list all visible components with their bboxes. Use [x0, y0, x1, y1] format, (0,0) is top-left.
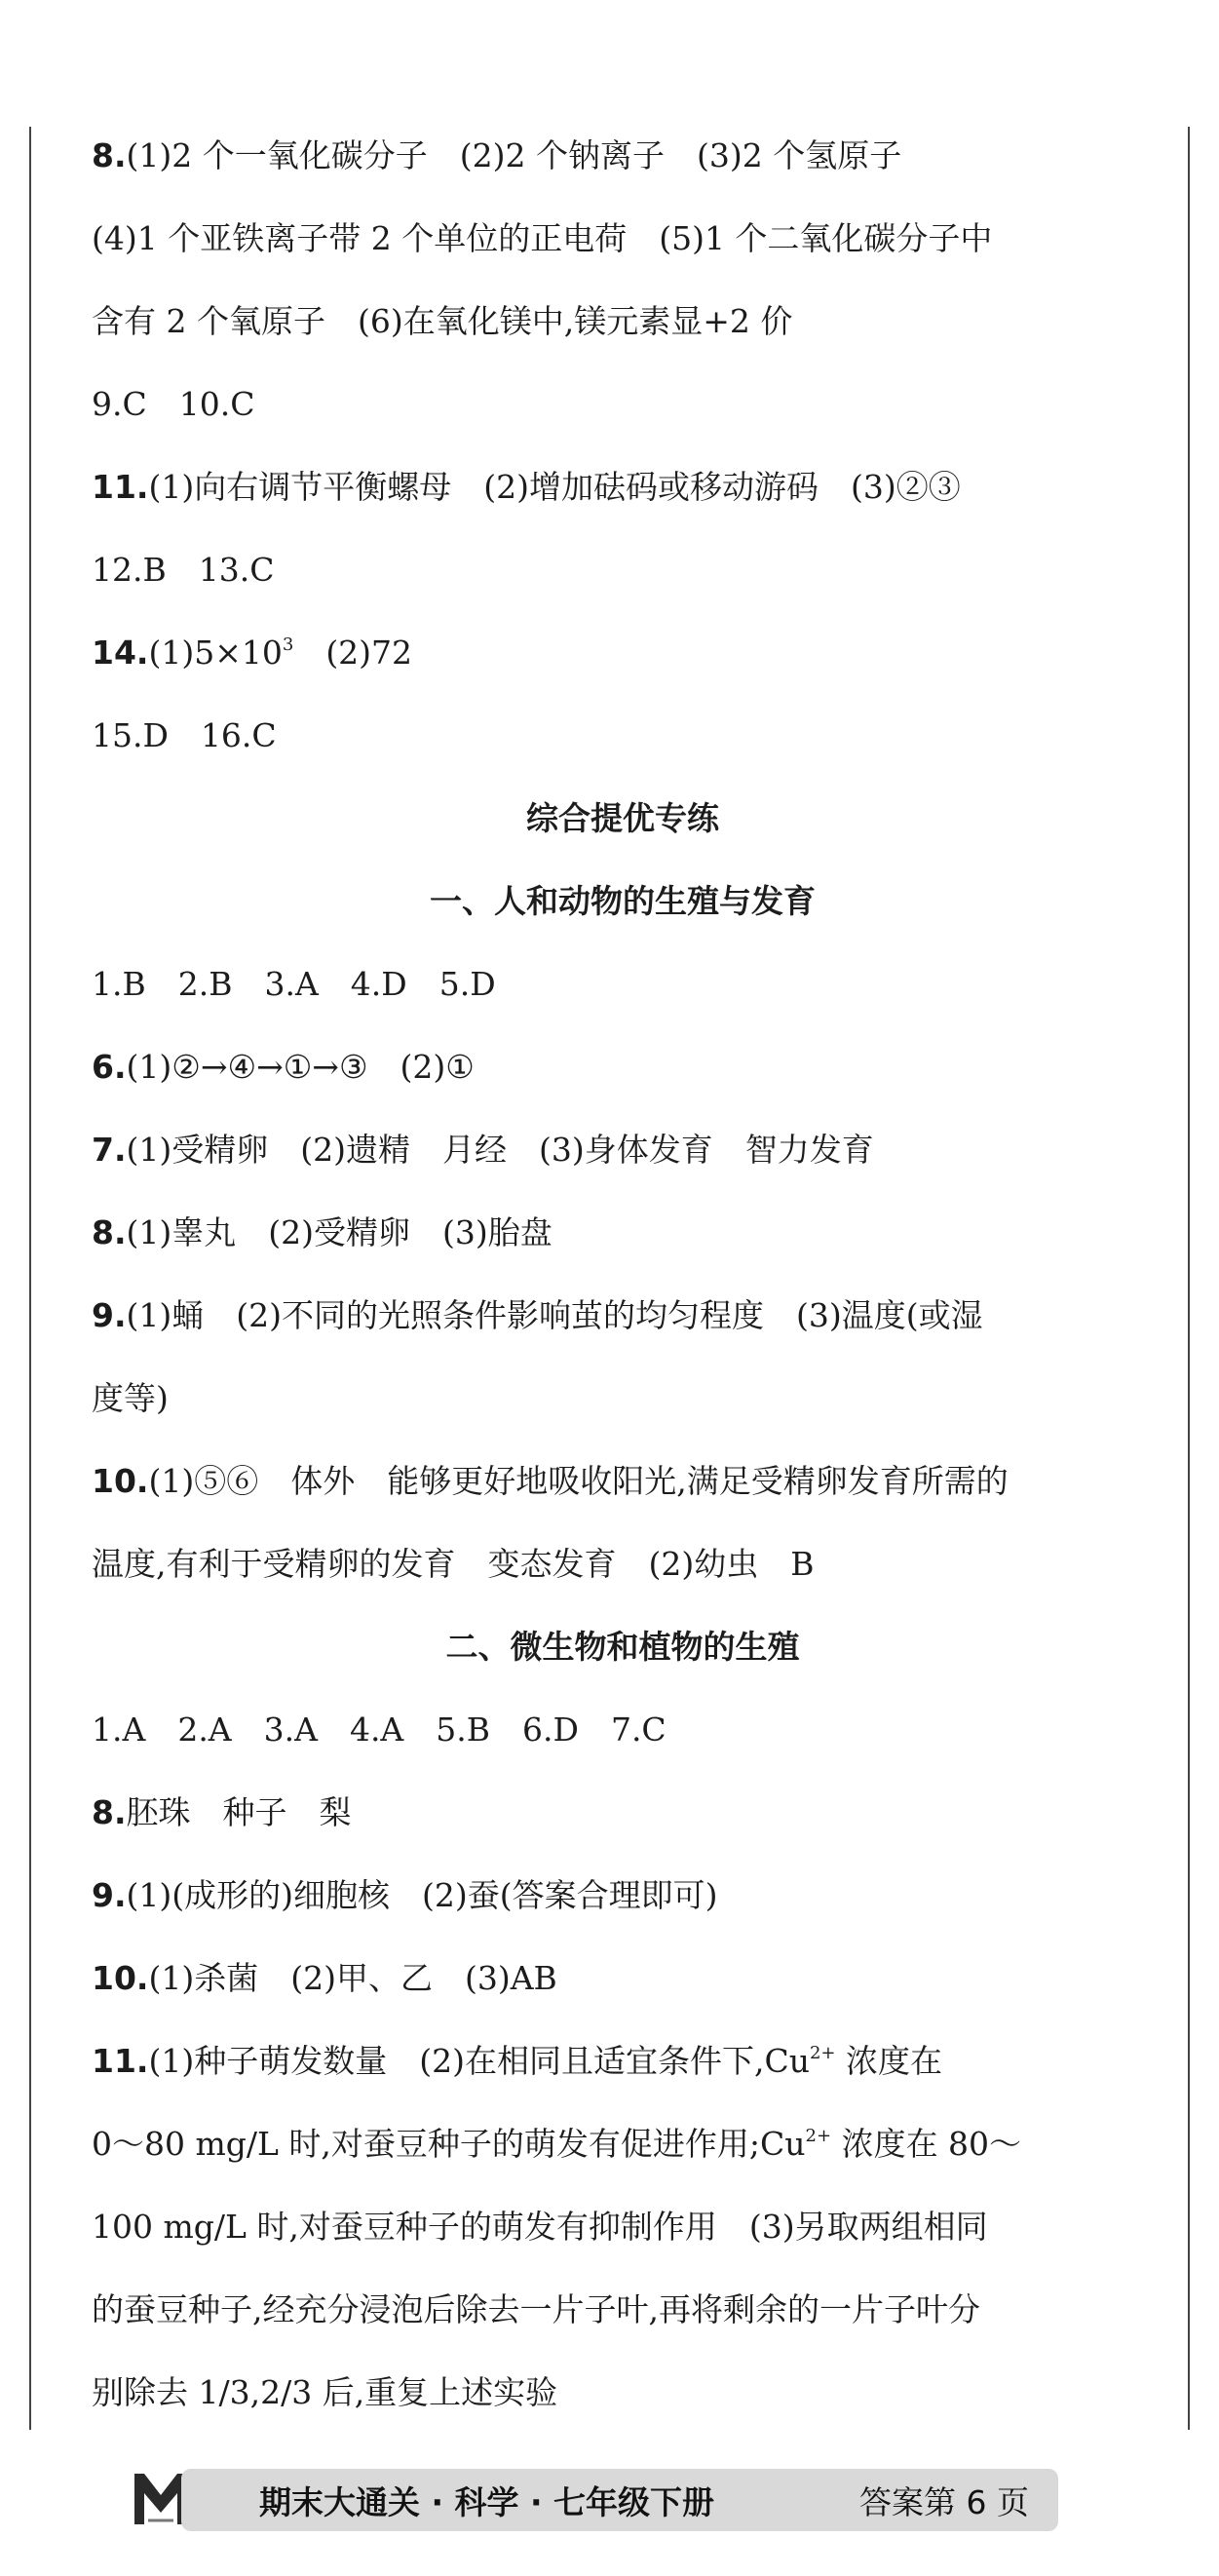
superscript: 2+: [805, 2126, 832, 2146]
answer-text: 12.B 13.C: [92, 551, 275, 589]
answer-line: [92, 1784, 1154, 1866]
answer-text: 的蚕豆种子,经充分浸泡后除去一片子叶,再将剩余的一片子叶分: [92, 2290, 980, 2328]
answer-line: [92, 707, 1154, 789]
answer-line: [92, 1949, 1154, 2032]
answer-text: (4)1 个亚铁离子带 2 个单位的正电荷 (5)1 个二氧化碳分子中: [92, 219, 993, 257]
section-heading: 综合提优专练: [526, 799, 719, 837]
answer-line: [92, 1038, 1154, 1121]
question-number: 9.: [92, 1296, 127, 1334]
answer-text: (1)杀菌 (2)甲、乙 (3)AB: [148, 1959, 557, 1997]
answer-text: (1)5×10: [148, 634, 283, 672]
question-number: 14.: [92, 634, 149, 672]
question-number: 8.: [92, 1213, 127, 1251]
question-number: 11.: [92, 468, 149, 506]
answer-line: [92, 1287, 1154, 1369]
superscript: 2+: [809, 2043, 836, 2063]
answer-line: [92, 2281, 1154, 2364]
answer-line: [92, 624, 1154, 707]
left-border-line: [29, 127, 31, 2430]
answer-text: 100 mg/L 时,对蚕豆种子的萌发有抑制作用 (3)另取两组相同: [92, 2208, 988, 2246]
answer-text: (1)向右调节平衡螺母 (2)增加砝码或移动游码 (3)②③: [148, 468, 961, 506]
question-number: 9.: [92, 1876, 127, 1914]
answer-line: [92, 292, 1154, 375]
answer-text: (1)(成形的)细胞核 (2)蚕(答案合理即可): [126, 1876, 718, 1914]
answer-line: [92, 1535, 1154, 1618]
answer-line: [92, 127, 1154, 210]
answer-line: [92, 1701, 1154, 1784]
answer-line: [92, 1369, 1154, 1452]
answer-text: 9.C 10.C: [92, 385, 255, 423]
answer-line: [92, 1866, 1154, 1949]
footer-title: 期末大通关 · 科学 · 七年级下册: [259, 2482, 715, 2521]
question-number: 11.: [92, 2042, 149, 2080]
answer-text-continued: 浓度在: [835, 2042, 942, 2080]
answer-text-continued: 浓度在 80～: [831, 2125, 1022, 2163]
answer-text: 胚珠 种子 梨: [126, 1793, 352, 1831]
answer-text: 15.D 16.C: [92, 716, 277, 754]
answer-line: [92, 1204, 1154, 1287]
answer-text: (1)受精卵 (2)遗精 月经 (3)身体发育 智力发育: [126, 1131, 874, 1169]
answer-text: 含有 2 个氧原子 (6)在氧化镁中,镁元素显+2 价: [92, 302, 793, 340]
answer-line: [92, 2115, 1154, 2198]
answer-line: [92, 1452, 1154, 1535]
answer-text: (1)种子萌发数量 (2)在相同且适宜条件下,Cu: [148, 2042, 810, 2080]
answer-text: 0～80 mg/L 时,对蚕豆种子的萌发有促进作用;Cu: [92, 2125, 806, 2163]
answer-text: 度等): [92, 1379, 169, 1417]
superscript: 3: [282, 634, 294, 655]
answer-text: (1)⑤⑥ 体外 能够更好地吸收阳光,满足受精卵发育所需的: [148, 1462, 1009, 1500]
answer-text: 1.B 2.B 3.A 4.D 5.D: [92, 965, 496, 1003]
question-number: 8.: [92, 1793, 127, 1831]
right-border-line: [1188, 127, 1190, 2430]
footer-bar: [181, 2469, 1058, 2531]
answer-line: [92, 1121, 1154, 1204]
answer-line: [92, 375, 1154, 458]
answer-text: (1)2 个一氧化碳分子 (2)2 个钠离子 (3)2 个氢原子: [126, 136, 902, 174]
question-number: 10.: [92, 1959, 149, 1997]
answer-line: [92, 2364, 1154, 2446]
answer-text: 1.A 2.A 3.A 4.A 5.B 6.D 7.C: [92, 1711, 667, 1749]
answer-text: 温度,有利于受精卵的发育 变态发育 (2)幼虫 B: [92, 1545, 815, 1583]
answer-line: [92, 458, 1154, 541]
answer-line: [92, 210, 1154, 292]
question-number: 10.: [92, 1462, 149, 1500]
question-number: 7.: [92, 1131, 127, 1169]
question-number: 6.: [92, 1048, 127, 1086]
answer-text: (1)蛹 (2)不同的光照条件影响茧的均匀程度 (3)温度(或湿: [126, 1296, 983, 1334]
answer-content: [92, 127, 1154, 2446]
section-heading: 一、人和动物的生殖与发育: [430, 882, 816, 920]
answer-text: (1)②→④→①→③ (2)①: [126, 1048, 475, 1086]
answer-text: (1)睾丸 (2)受精卵 (3)胎盘: [126, 1213, 552, 1251]
answer-text: 别除去 1/3,2/3 后,重复上述实验: [92, 2373, 558, 2411]
answer-line: [92, 2032, 1154, 2115]
answer-line: [92, 541, 1154, 624]
section-heading: 二、微生物和植物的生殖: [445, 1628, 800, 1666]
question-number: 8.: [92, 136, 127, 174]
answer-line: [92, 2198, 1154, 2281]
answer-text-continued: (2)72: [293, 634, 413, 672]
answer-line: [92, 955, 1154, 1038]
footer-page-number: 答案第 6 页: [859, 2482, 1029, 2521]
